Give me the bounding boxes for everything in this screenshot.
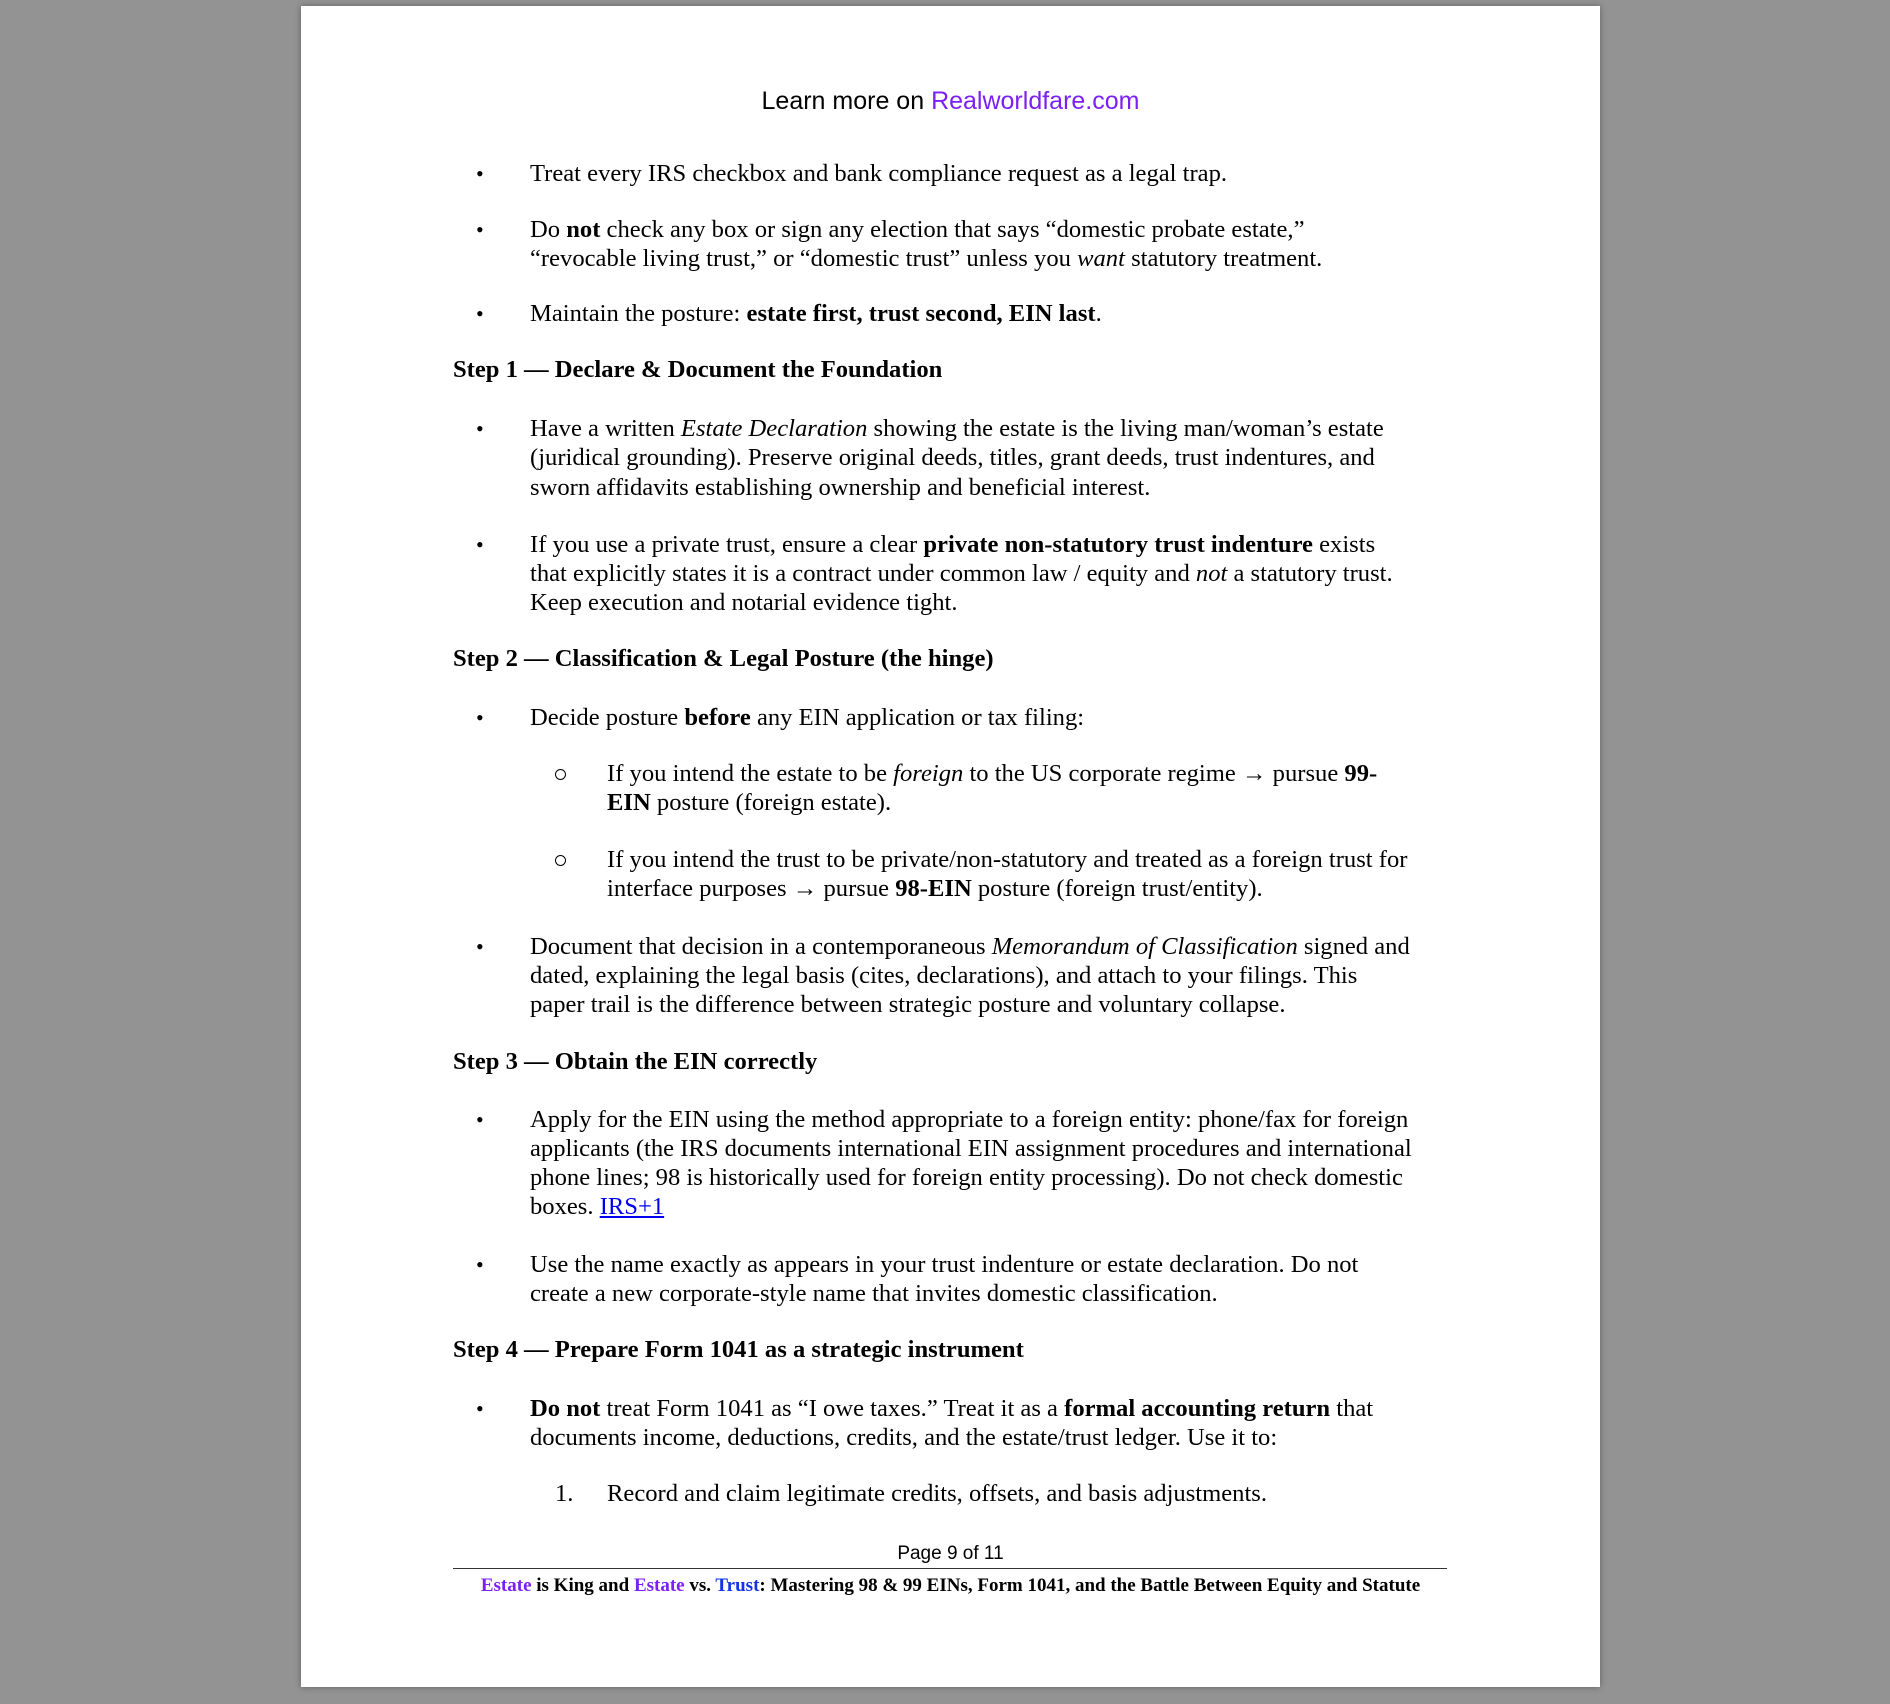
list-item: Apply for the EIN using the method appropriate to a foreign entity: phone/fax for foreign	[530, 1106, 1409, 1133]
sub-bullet-circle-icon	[555, 855, 566, 866]
text: that explicitly states it is a contract under common law / equity and	[530, 560, 1196, 587]
text: boxes.	[530, 1193, 600, 1220]
list-item-continuation: Keep execution and notarial evidence tight.	[530, 589, 958, 616]
irs-source-link[interactable]: IRS+1	[599, 1193, 665, 1220]
text: interface purposes → pursue	[607, 875, 896, 902]
bullet-icon: •	[476, 1252, 484, 1277]
list-item	[530, 932, 1410, 962]
list-item	[530, 215, 1304, 245]
text: Decide posture	[530, 704, 685, 731]
text: treat Form 1041 as “I owe taxes.” Treat it as a	[600, 1395, 1065, 1422]
text: showing the estate is the living man/woman’s estate	[867, 415, 1384, 442]
bullet-icon: •	[476, 217, 484, 242]
text: Document that decision in a contemporaneous	[530, 933, 992, 960]
emphasis-text: not	[1195, 560, 1228, 587]
page-number: Page 9 of 11	[897, 1543, 1004, 1564]
emphasis-text: Estate Declaration	[680, 415, 868, 442]
list-item-continuation: sworn affidavits establishing ownership and beneficial interest.	[530, 474, 1151, 501]
section-heading-step-1: Step 1 — Declare & Document the Foundation	[453, 356, 943, 383]
text: Maintain the posture:	[530, 300, 747, 327]
emphasis-text: private non-statutory trust indenture	[923, 531, 1313, 558]
list-item	[530, 299, 1102, 329]
emphasis-text: estate first, trust second, EIN last	[746, 300, 1096, 327]
bullet-icon: •	[476, 1107, 484, 1132]
text: posture (foreign estate).	[650, 789, 892, 816]
list-item-continuation: documents income, deductions, credits, and the estate/trust ledger. Use it to:	[530, 1424, 1278, 1451]
sub-list-item: If you intend the trust to be private/non-statutory and treated as a foreign trust for	[607, 846, 1408, 873]
sub-list-item-continuation	[607, 788, 891, 818]
text: to the US corporate regime → pursue	[963, 760, 1345, 787]
list-item	[530, 530, 1375, 560]
list-item-continuation: create a new corporate-style name that invites domestic classification.	[530, 1280, 1218, 1307]
list-item	[530, 414, 1384, 444]
emphasis-text: formal accounting return	[1064, 1395, 1331, 1422]
bullet-icon: •	[476, 532, 484, 557]
list-item-continuation: applicants (the IRS documents international EIN assignment procedures and international	[530, 1135, 1412, 1162]
text: check any box or sign any election that says “domestic probate estate,”	[600, 216, 1305, 243]
header-prefix: Learn more on	[761, 87, 932, 115]
list-item: Use the name exactly as appears in your trust indenture or estate declaration. Do not	[530, 1251, 1359, 1278]
emphasis-text: foreign	[893, 760, 964, 787]
section-heading-step-3: Step 3 — Obtain the EIN correctly	[453, 1048, 818, 1075]
footer-estate-word: Estate	[480, 1575, 532, 1596]
emphasis-text: want	[1077, 245, 1125, 272]
text: If you intend the estate to be	[607, 760, 894, 787]
text: a statutory trust.	[1227, 560, 1393, 587]
bullet-icon: •	[476, 1396, 484, 1421]
text: If you use a private trust, ensure a clear	[530, 531, 924, 558]
text: Do	[530, 216, 567, 243]
list-item-continuation	[530, 1192, 664, 1222]
sub-list-item	[607, 759, 1377, 789]
list-item-continuation	[530, 559, 1393, 589]
text: posture (foreign trust/entity).	[971, 875, 1263, 902]
emphasis-text: EIN	[607, 789, 651, 816]
section-heading-step-4: Step 4 — Prepare Form 1041 as a strategic instrument	[453, 1336, 1024, 1363]
list-item-continuation: paper trail is the difference between strategic posture and voluntary collapse.	[530, 991, 1286, 1018]
numbered-list-item: Record and claim legitimate credits, offsets, and basis adjustments.	[607, 1480, 1267, 1507]
footer-estate-word: Estate	[633, 1575, 685, 1596]
footer-trust-word: Trust	[715, 1575, 760, 1596]
bullet-icon: •	[476, 416, 484, 441]
text: : Mastering 98 & 99 EINs, Form 1041, and the Battle Between Equity and Statute	[759, 1575, 1421, 1596]
footer-title	[301, 1573, 1600, 1599]
text: that	[1330, 1395, 1374, 1422]
text: “revocable living trust,” or “domestic trust” unless you	[530, 245, 1078, 272]
text: exists	[1312, 531, 1376, 558]
emphasis-text: before	[684, 704, 751, 731]
list-item-continuation	[530, 244, 1322, 274]
list-item	[530, 1394, 1373, 1424]
emphasis-text: not	[566, 216, 601, 243]
bullet-icon: •	[476, 705, 484, 730]
page-header	[301, 86, 1600, 116]
list-item-continuation: (juridical grounding). Preserve original deeds, titles, grant deeds, trust indentures, and	[530, 444, 1375, 471]
list-item: Treat every IRS checkbox and bank compliance request as a legal trap.	[530, 160, 1228, 187]
sub-bullet-circle-icon	[555, 769, 566, 780]
section-heading-step-2: Step 2 — Classification & Legal Posture (the hinge)	[453, 645, 994, 672]
sub-list-item-continuation	[607, 874, 1263, 904]
text: signed and	[1297, 933, 1410, 960]
emphasis-text: 98-EIN	[895, 875, 972, 902]
bullet-icon: •	[476, 301, 484, 326]
bullet-icon: •	[476, 161, 484, 186]
emphasis-text: 99-	[1344, 760, 1378, 787]
bullet-icon: •	[476, 934, 484, 959]
text: any EIN application or tax filing:	[750, 704, 1085, 731]
list-number: 1.	[555, 1480, 574, 1507]
emphasis-text: Do not	[530, 1395, 601, 1422]
emphasis-text: Memorandum of Classification	[991, 933, 1298, 960]
text: is King and	[531, 1575, 634, 1596]
list-item	[530, 703, 1084, 733]
website-link[interactable]: Realworldfare.com	[931, 87, 1140, 115]
text: .	[1095, 300, 1102, 327]
list-item-continuation: phone lines; 98 is historically used for foreign entity processing). Do not check domestic	[530, 1164, 1403, 1191]
document-page	[301, 6, 1600, 1687]
text: Have a written	[530, 415, 681, 442]
footer-rule	[453, 1568, 1447, 1569]
text: statutory treatment.	[1124, 245, 1323, 272]
text: vs.	[684, 1575, 716, 1596]
list-item-continuation: dated, explaining the legal basis (cites, declarations), and attach to your filings. This	[530, 962, 1358, 989]
